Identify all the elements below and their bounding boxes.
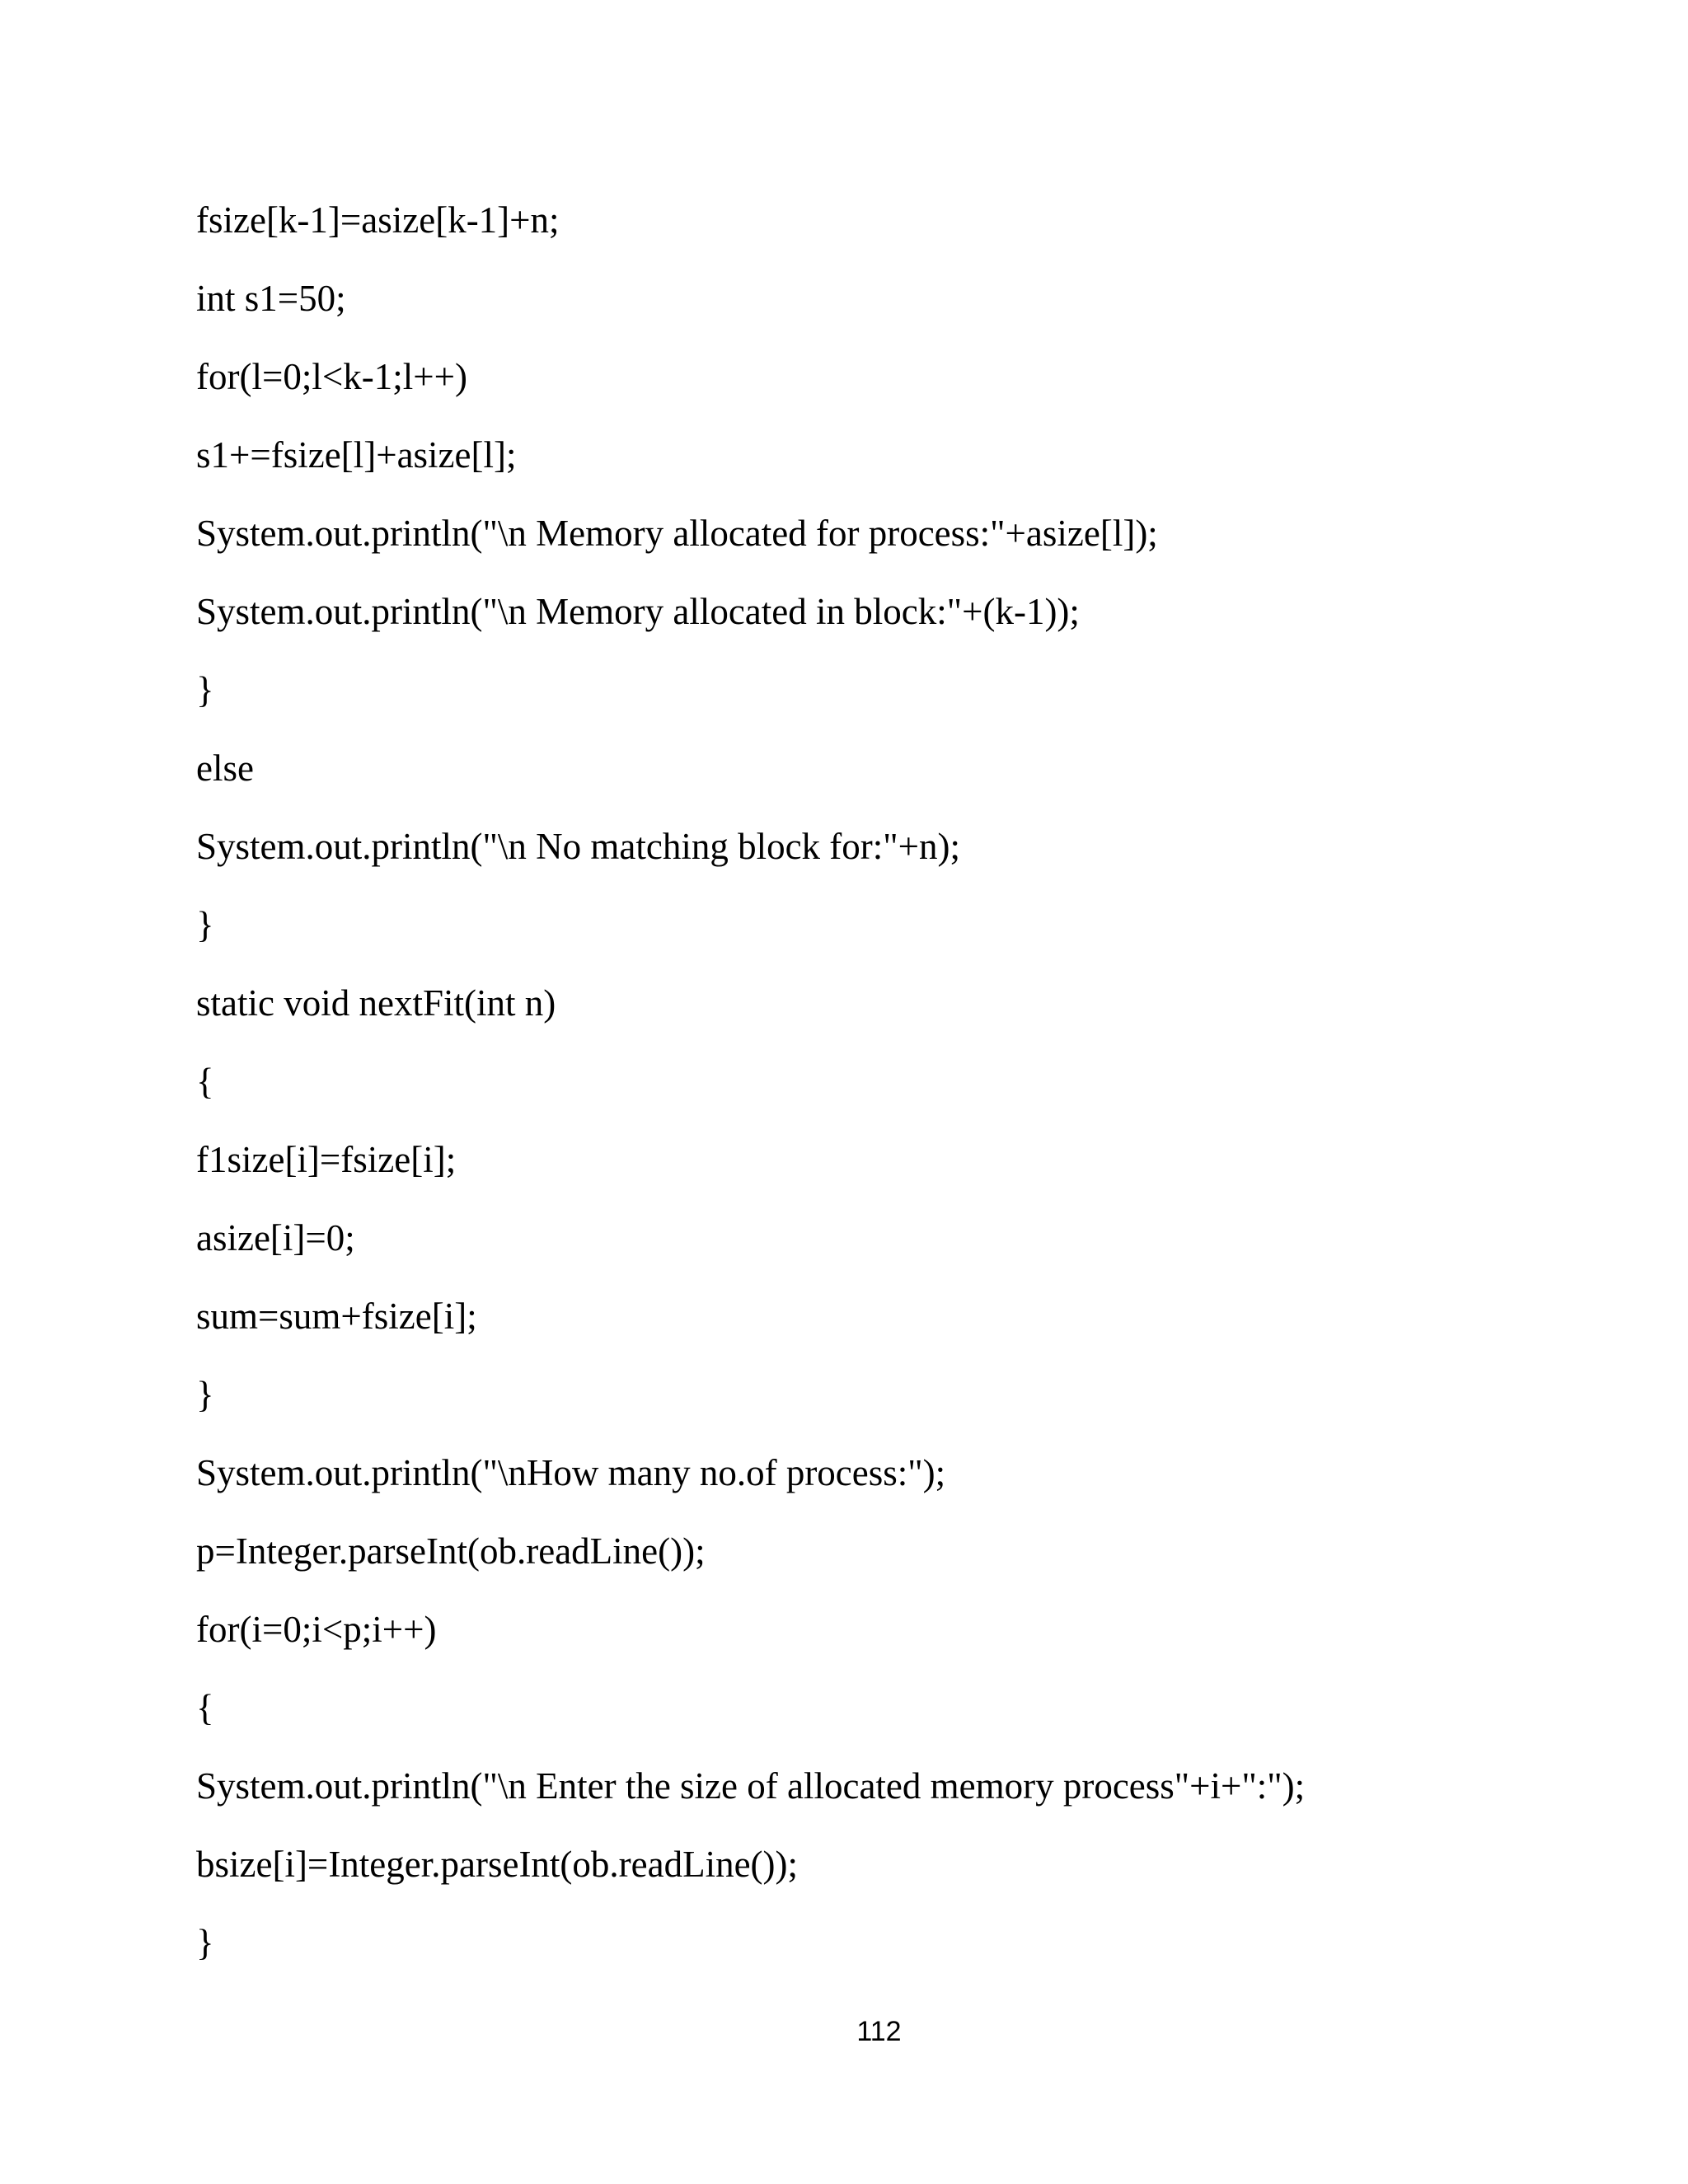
code-line: { — [196, 1687, 214, 1728]
code-line: asize[i]=0; — [196, 1217, 355, 1258]
code-line: for(l=0;l<k-1;l++) — [196, 356, 467, 397]
code-line: } — [196, 1922, 214, 1963]
code-line: sum=sum+fsize[i]; — [196, 1296, 477, 1337]
code-line: for(i=0;i<p;i++) — [196, 1609, 437, 1650]
code-line: System.out.println("\n Enter the size of allocated memory process"+i+":"); — [196, 1765, 1306, 1807]
code-line: System.out.println("\n Memory allocated in block:"+(k-1)); — [196, 591, 1080, 632]
page-number: 112 — [856, 2016, 902, 2047]
code-line: } — [196, 904, 214, 945]
code-line: p=Integer.parseInt(ob.readLine()); — [196, 1530, 706, 1572]
code-line: fsize[k-1]=asize[k-1]+n; — [196, 199, 560, 241]
code-line: System.out.println("\n No matching block for:"+n); — [196, 826, 961, 867]
code-line: bsize[i]=Integer.parseInt(ob.readLine()); — [196, 1844, 799, 1885]
code-line: } — [196, 669, 214, 710]
code-line: System.out.println("\n Memory allocated for process:"+asize[l]); — [196, 513, 1158, 554]
code-line: int s1=50; — [196, 278, 346, 319]
code-line: s1+=fsize[l]+asize[l]; — [196, 434, 517, 476]
code-line: static void nextFit(int n) — [196, 982, 556, 1024]
code-line: else — [196, 748, 254, 789]
code-line: System.out.println("\nHow many no.of process:"); — [196, 1452, 946, 1493]
code-listing — [196, 181, 1597, 1982]
code-line: f1size[i]=fsize[i]; — [196, 1139, 457, 1180]
code-line: { — [196, 1061, 214, 1102]
code-line: } — [196, 1374, 214, 1415]
